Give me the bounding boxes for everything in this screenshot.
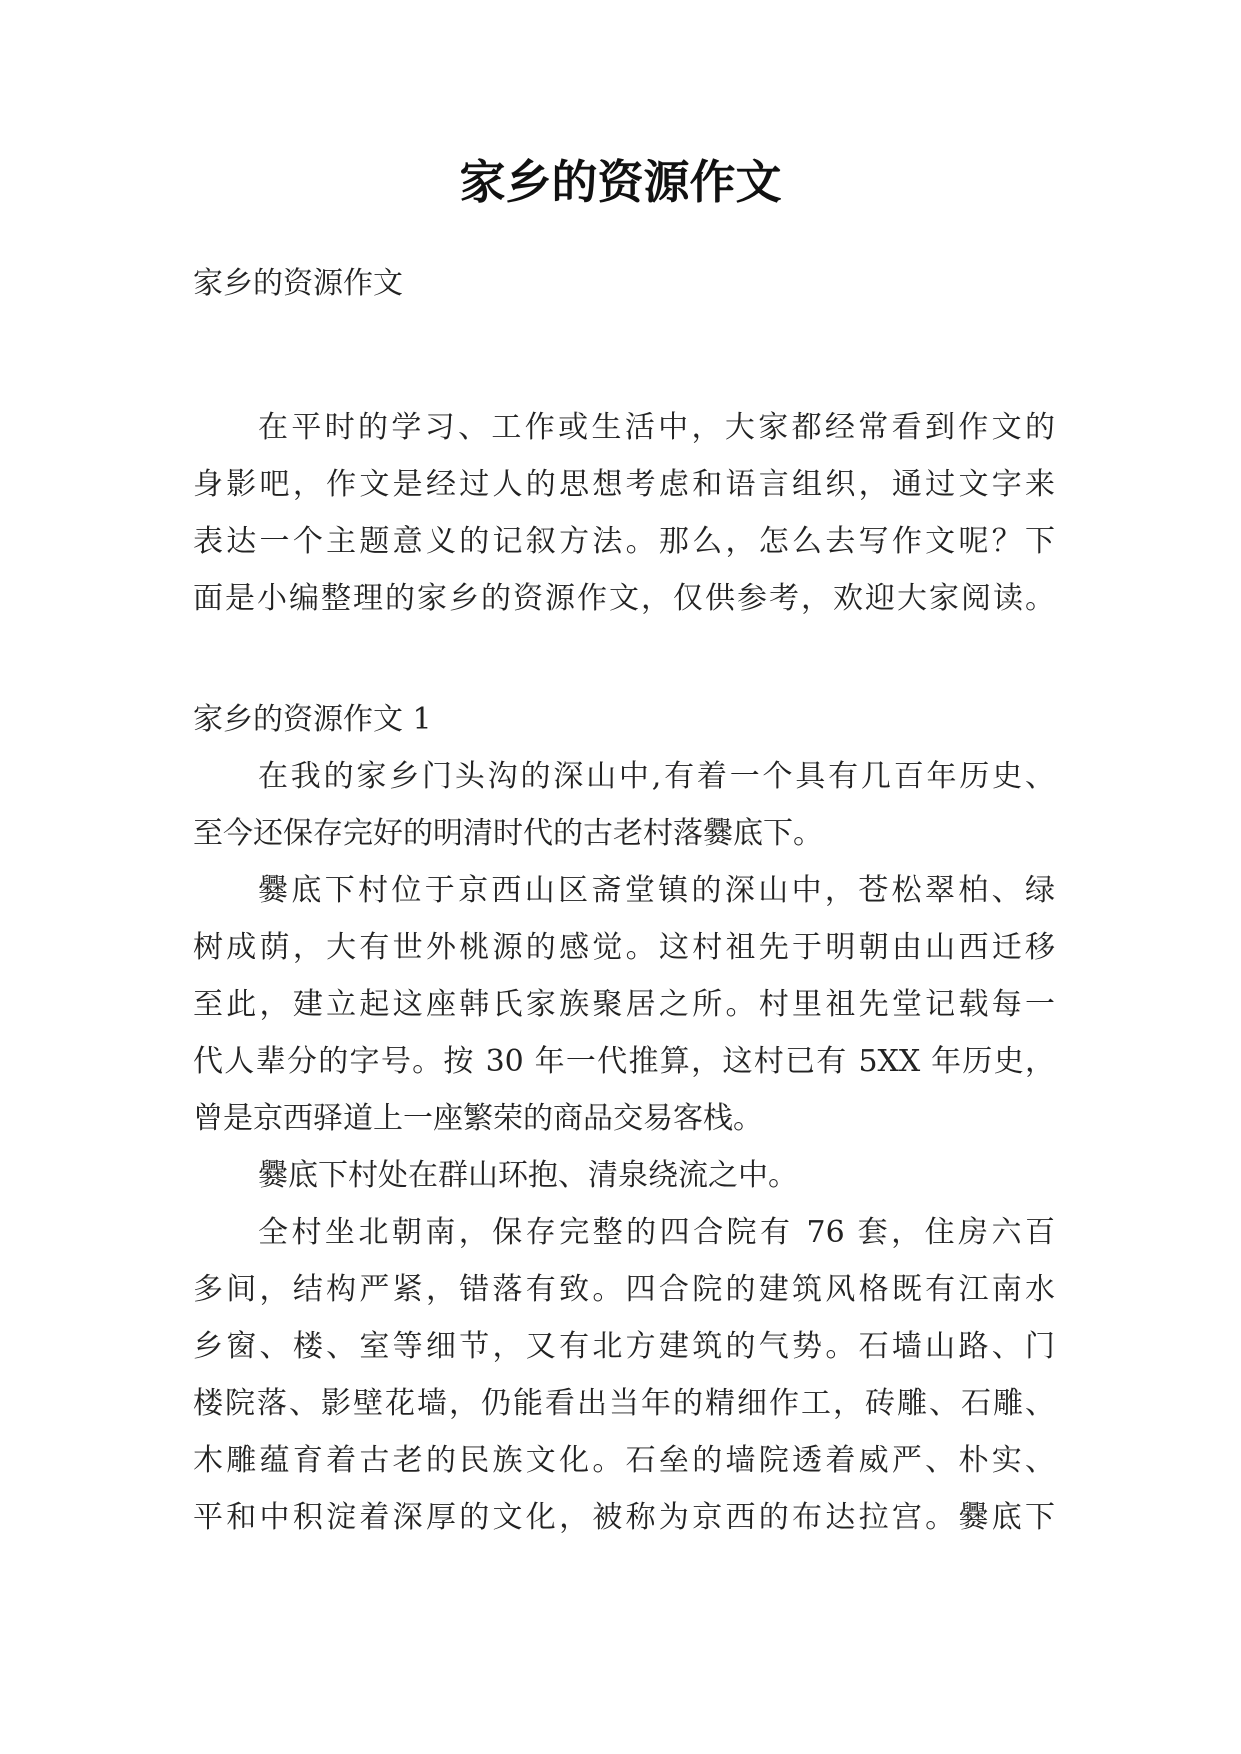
body-line: 至今还保存完好的明清时代的古老村落爨底下。 (193, 816, 823, 851)
body-line: 至此，建立起这座韩氏家族聚居之所。村里祖先堂记载每一 (193, 987, 1055, 1022)
body-line: 多间，结构严紧，错落有致。四合院的建筑风格既有江南水 (193, 1272, 1055, 1307)
intro-line: 表达一个主题意义的记叙方法。那么，怎么去写作文呢？下 (193, 524, 1055, 559)
body-line: 平和中积淀着深厚的文化，被称为京西的布达拉宫。爨底下 (193, 1500, 1055, 1535)
body-line: 乡窗、楼、室等细节，又有北方建筑的气势。石墙山路、门 (193, 1329, 1055, 1364)
intro-line: 在平时的学习、工作或生活中，大家都经常看到作文的 (258, 410, 1055, 445)
body-line: 代人辈分的字号。按 30 年一代推算，这村已有 5XX 年历史， (193, 1044, 1055, 1079)
body-line: 木雕蕴育着古老的民族文化。石垒的墙院透着威严、朴实、 (193, 1443, 1055, 1478)
section-heading: 家乡的资源作文 1 (193, 702, 432, 737)
body-line: 曾是京西驿道上一座繁荣的商品交易客栈。 (193, 1101, 763, 1136)
body-line: 在我的家乡门头沟的深山中,有着一个具有几百年历史、 (258, 759, 1055, 794)
body-line: 爨底下村处在群山环抱、清泉绕流之中。 (258, 1158, 798, 1193)
body-line: 楼院落、影壁花墙，仍能看出当年的精细作工，砖雕、石雕、 (193, 1386, 1055, 1421)
body-line: 全村坐北朝南，保存完整的四合院有 76 套，住房六百 (258, 1215, 1055, 1250)
document-subtitle: 家乡的资源作文 (193, 266, 403, 301)
body-line: 树成荫，大有世外桃源的感觉。这村祖先于明朝由山西迁移 (193, 930, 1055, 965)
intro-line: 身影吧，作文是经过人的思想考虑和语言组织，通过文字来 (193, 467, 1055, 502)
body-line: 爨底下村位于京西山区斋堂镇的深山中，苍松翠柏、绿 (258, 873, 1055, 908)
document-title: 家乡的资源作文 (459, 155, 782, 209)
intro-line: 面是小编整理的家乡的资源作文，仅供参考，欢迎大家阅读。 (193, 581, 1055, 616)
